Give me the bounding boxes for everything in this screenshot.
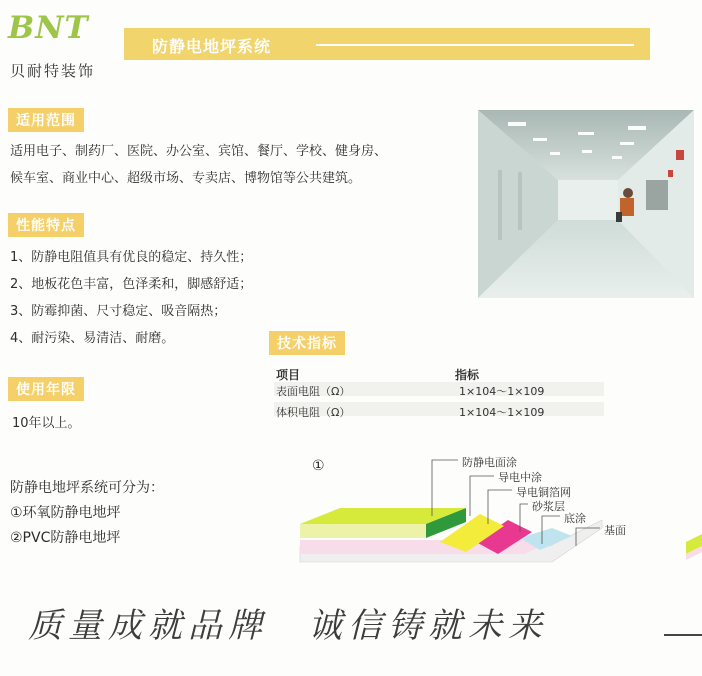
factory-floor-photo bbox=[478, 110, 694, 298]
types-intro: 防静电地坪系统可分为： bbox=[10, 480, 164, 496]
feature-item: 3、防霉抑菌、尺寸稳定、吸音隔热； bbox=[10, 304, 227, 319]
brand-name: 贝耐特装饰 bbox=[10, 62, 96, 80]
title-rule bbox=[316, 44, 634, 46]
section-label-lifespan: 使用年限 bbox=[8, 377, 84, 401]
scope-line: 候车室、商业中心、超级市场、专卖店、博物馆等公共建筑。 bbox=[10, 171, 362, 186]
section-label-features: 性能特点 bbox=[8, 213, 84, 237]
layer-label: 基面 bbox=[604, 524, 626, 537]
scope-line: 适用电子、制药厂、医院、办公室、宾馆、餐厅、学校、健身房、 bbox=[10, 144, 388, 159]
slogan-rule bbox=[664, 634, 702, 636]
layer-label: 砂浆层 bbox=[532, 500, 565, 513]
slogan: 质量成就品牌 诚信铸就未来 bbox=[28, 606, 548, 646]
spec-value: 1×104～1×109 bbox=[459, 406, 545, 419]
factory-floor-image bbox=[478, 110, 694, 298]
page-title: 防静电地坪系统 bbox=[152, 37, 272, 56]
layer-label: 底涂 bbox=[564, 512, 586, 525]
feature-item: 2、地板花色丰富，色泽柔和，脚感舒适； bbox=[10, 277, 253, 292]
spec-header-value: 指标 bbox=[455, 368, 480, 382]
type-item: ①环氧防静电地坪 bbox=[10, 505, 121, 521]
spec-item: 表面电阻（Ω） bbox=[276, 385, 351, 398]
type-item: ②PVC防静电地坪 bbox=[10, 530, 121, 546]
spec-value: 1×104～1×109 bbox=[459, 385, 545, 398]
feature-item: 4、耐污染、易清洁、耐磨。 bbox=[10, 331, 175, 346]
logo-letters: BNT bbox=[8, 10, 89, 46]
spec-header-item: 项目 bbox=[276, 368, 301, 382]
spec-item: 体积电阻（Ω） bbox=[276, 406, 351, 419]
layer-label: 导电铜箔网 bbox=[516, 486, 571, 499]
lifespan-text: 10年以上。 bbox=[12, 416, 81, 431]
layer-label: 导电中涂 bbox=[498, 471, 542, 484]
title-bar bbox=[124, 28, 650, 60]
types-block bbox=[10, 476, 164, 551]
diagram-marker: ① bbox=[312, 458, 325, 474]
layer-label: 防静电面涂 bbox=[462, 456, 517, 469]
section-label-scope: 适用范围 bbox=[8, 108, 84, 132]
brand-logo bbox=[8, 10, 103, 85]
layer-top-coat-side bbox=[300, 524, 426, 538]
scope-text bbox=[10, 138, 387, 192]
section-label-tech: 技术指标 bbox=[269, 331, 345, 355]
feature-item: 1、防静电阻值具有优良的稳定、持久性； bbox=[10, 250, 253, 265]
features-list bbox=[10, 244, 252, 352]
